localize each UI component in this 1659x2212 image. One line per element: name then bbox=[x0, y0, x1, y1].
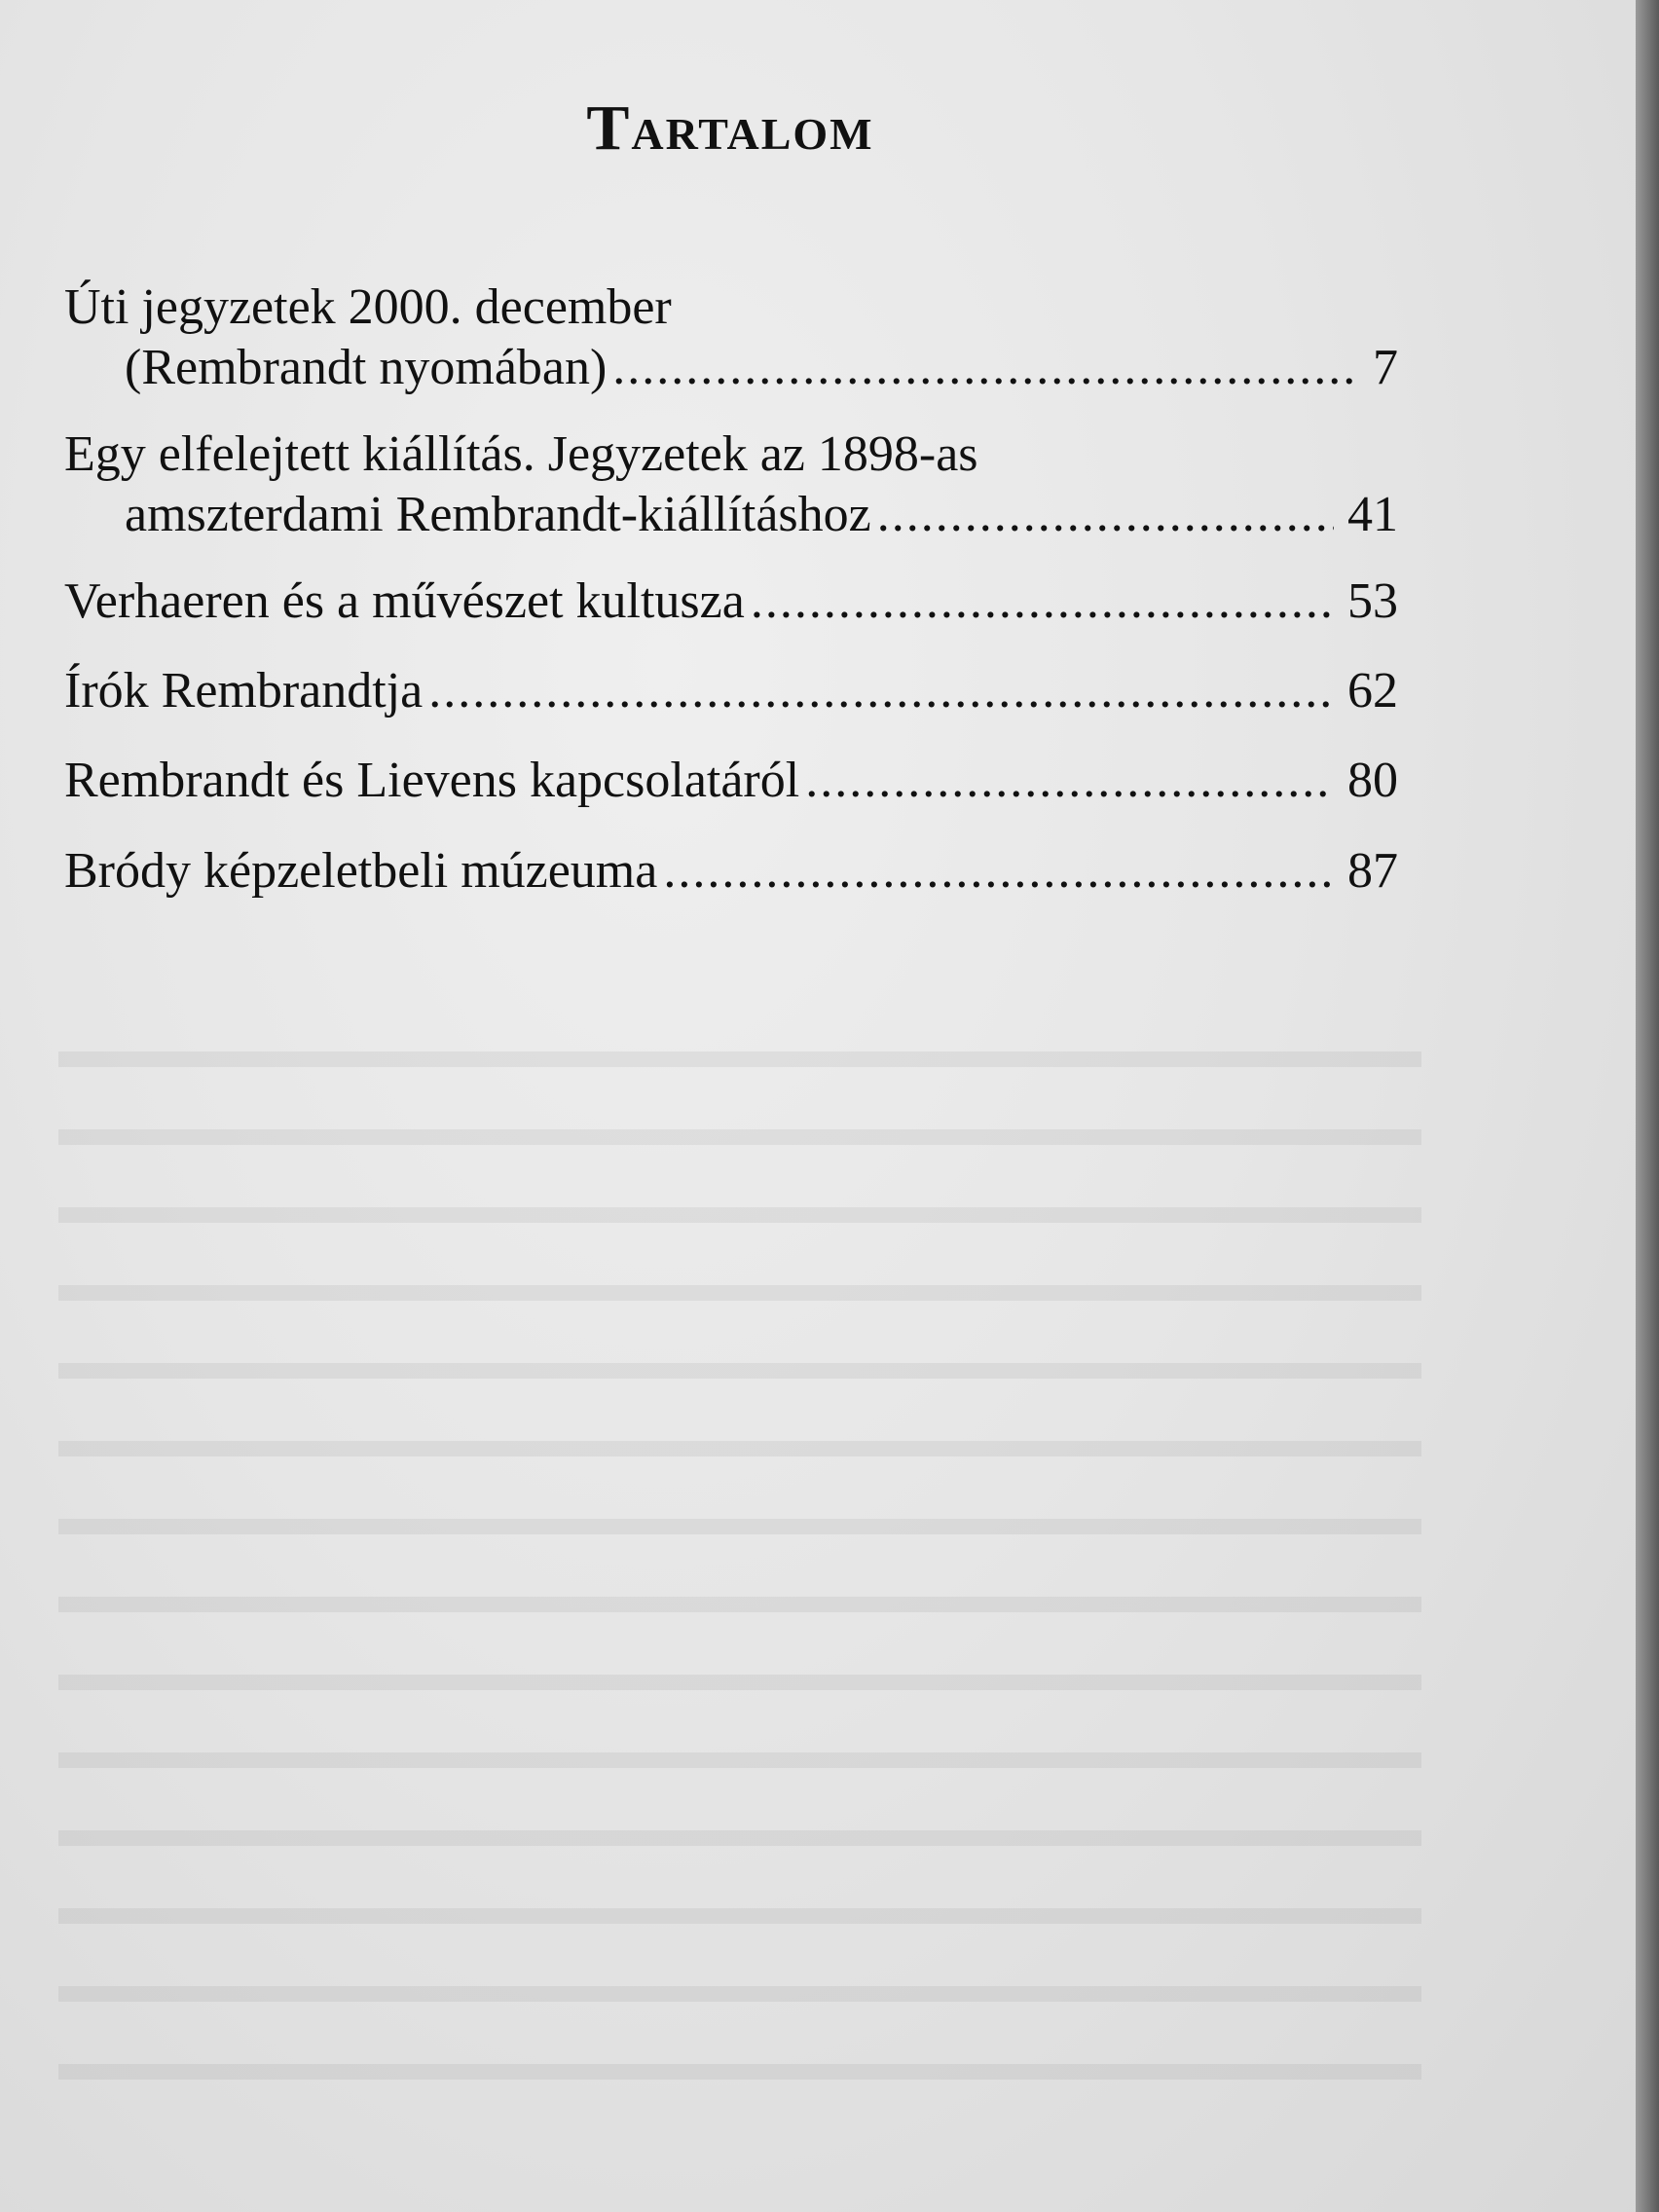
dot-leader bbox=[751, 571, 1334, 632]
toc-entry-page-number: 62 bbox=[1347, 662, 1398, 719]
toc-entry-page-number: 41 bbox=[1347, 487, 1398, 543]
toc-entry bbox=[64, 661, 1398, 721]
toc-entry-title-line2: amszterdami Rembrandt-kiállításhoz bbox=[125, 487, 871, 543]
toc-entry-page-number: 87 bbox=[1347, 842, 1398, 899]
dot-leader bbox=[805, 751, 1334, 811]
page-edge-shadow bbox=[1636, 0, 1659, 2212]
dot-leader bbox=[428, 661, 1334, 721]
dot-leader bbox=[612, 338, 1359, 398]
toc-entry bbox=[64, 424, 1398, 546]
toc-entry-title-line1: Egy elfelejtett kiállítás. Jegyzetek az 1898-as bbox=[64, 425, 978, 482]
toc-entry-title: Bródy képzeletbeli múzeuma bbox=[64, 842, 658, 899]
toc-entry bbox=[64, 751, 1398, 811]
toc-entry-title: Írók Rembrandtja bbox=[64, 662, 424, 719]
toc-entry-title: Verhaeren és a művészet kultusza bbox=[64, 572, 745, 629]
page-title: Tartalom bbox=[586, 92, 874, 165]
toc-entry bbox=[64, 841, 1398, 902]
toc-entry-title-line2: (Rembrandt nyomában) bbox=[125, 340, 608, 396]
toc-entry-title: Rembrandt és Lievens kapcsolatáról bbox=[64, 753, 800, 809]
toc-entry-page-number: 53 bbox=[1347, 572, 1398, 629]
toc-entry-title-line1: Úti jegyzetek 2000. december bbox=[64, 279, 672, 335]
bleed-through-text bbox=[58, 1013, 1421, 2132]
dot-leader bbox=[663, 841, 1334, 902]
toc-entry bbox=[64, 277, 1398, 399]
toc-entry-page-number: 80 bbox=[1347, 753, 1398, 809]
dot-leader bbox=[877, 485, 1334, 545]
toc-entry-page-number: 7 bbox=[1373, 340, 1398, 396]
toc-entry bbox=[64, 571, 1398, 632]
table-of-contents bbox=[64, 277, 1398, 931]
